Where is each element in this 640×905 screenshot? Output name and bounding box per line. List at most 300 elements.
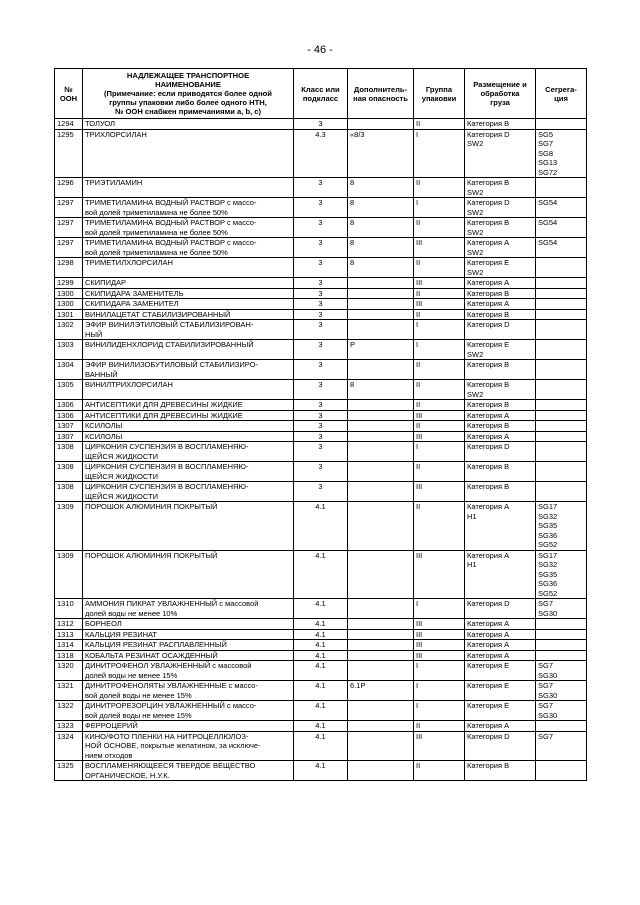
- stowage-line: Категория A: [467, 410, 510, 420]
- class-cell: 3: [294, 218, 348, 238]
- shipping-name-cell: [83, 650, 294, 661]
- un-number-cell: 1312: [55, 619, 83, 630]
- shipping-name-line: БОРНЕОЛ: [85, 619, 122, 628]
- stowage-line: Категория A: [467, 629, 510, 639]
- table-row: [55, 238, 587, 258]
- segregation-cell: [536, 640, 587, 651]
- class-cell: 4.1: [294, 619, 348, 630]
- shipping-name-cell: [83, 178, 294, 198]
- subsidiary-risk-cell: [348, 502, 414, 551]
- segregation-cell: [536, 431, 587, 442]
- packing-group-cell: III: [414, 731, 465, 761]
- shipping-name-line: ЭФИР ВИНИЛЭТИЛОВЫЙ СТАБИЛИЗИРОВАН-: [85, 320, 254, 329]
- header-line: (Примечание: если приводятся более одной: [104, 89, 272, 98]
- segregation-code: SG54: [538, 218, 558, 227]
- stowage-line: Категория D: [467, 198, 510, 207]
- un-number-cell: 1297: [55, 198, 83, 218]
- table-row: [55, 309, 587, 320]
- class-cell: 3: [294, 288, 348, 299]
- segregation-code: SG7: [538, 681, 554, 690]
- shipping-name-line: КИНО/ФОТО ПЛЕНКИ НА НИТРОЦЕЛЛЮЛОЗ-: [85, 731, 249, 741]
- packing-group-cell: I: [414, 442, 465, 462]
- un-number-cell: 1302: [55, 320, 83, 340]
- segregation-cell: [536, 619, 587, 630]
- table-row: [55, 278, 587, 289]
- stowage-line: Категория B: [467, 380, 510, 389]
- shipping-name-cell: [83, 309, 294, 320]
- table-row: [55, 482, 587, 502]
- shipping-name-line: ВИНИЛАЦЕТАТ СТАБИЛИЗИРОВАННЫЙ: [85, 309, 231, 319]
- page-number: - 46 -: [307, 44, 333, 56]
- un-number-cell: 1323: [55, 721, 83, 732]
- segregation-cell: [536, 198, 587, 218]
- table-row: [55, 380, 587, 400]
- stowage-cell: [465, 320, 536, 340]
- shipping-name-line: АНТИСЕПТИКИ ДЛЯ ДРЕВЕСИНЫ ЖИДКИЕ: [85, 410, 243, 420]
- packing-group-cell: II: [414, 462, 465, 482]
- un-number-cell: 1300: [55, 299, 83, 310]
- subsidiary-risk-cell: [348, 442, 414, 462]
- subsidiary-risk-cell: 8: [348, 178, 414, 198]
- subsidiary-risk-cell: 8: [348, 258, 414, 278]
- table-row: [55, 442, 587, 462]
- packing-group-cell: I: [414, 198, 465, 218]
- shipping-name-line: ФЕРРОЦЕРИЙ: [85, 721, 138, 730]
- shipping-name-line: АНТИСЕПТИКИ ДЛЯ ДРЕВЕСИНЫ ЖИДКИЕ: [85, 400, 243, 409]
- packing-group-cell: III: [414, 482, 465, 502]
- table-row: [55, 721, 587, 732]
- segregation-code: SG13: [538, 158, 558, 167]
- shipping-name-line: ВИНИЛТРИХЛОРСИЛАН: [85, 380, 173, 389]
- class-cell: 3: [294, 400, 348, 411]
- un-number-cell: 1309: [55, 550, 83, 599]
- packing-group-cell: I: [414, 681, 465, 701]
- stowage-line: Категория E: [467, 258, 510, 267]
- subsidiary-risk-cell: [348, 701, 414, 721]
- stowage-line: Категория A: [467, 650, 510, 660]
- class-cell: 3: [294, 278, 348, 289]
- segregation-code: SG17: [538, 502, 558, 511]
- stowage-cell: [465, 360, 536, 380]
- packing-group-cell: II: [414, 119, 465, 130]
- segregation-cell: [536, 119, 587, 130]
- class-cell: 3: [294, 198, 348, 218]
- shipping-name-line: ТОЛУОЛ: [85, 119, 116, 128]
- table-row: [55, 129, 587, 178]
- segregation-code: SG7: [538, 661, 554, 670]
- un-number-cell: 1307: [55, 431, 83, 442]
- shipping-name-cell: [83, 258, 294, 278]
- un-number-cell: 1306: [55, 400, 83, 411]
- class-cell: 3: [294, 340, 348, 360]
- subsidiary-risk-cell: [348, 731, 414, 761]
- stowage-line: Категория D: [467, 320, 510, 329]
- stowage-line: Категория B: [467, 761, 510, 770]
- table-row: [55, 731, 587, 761]
- shipping-name-line: ЦИРКОНИЯ СУСПЕНЗИЯ В ВОСПЛАМЕНЯЮ-: [85, 442, 249, 451]
- class-cell: 3: [294, 380, 348, 400]
- stowage-line: Категория E: [467, 340, 510, 349]
- class-cell: 3: [294, 431, 348, 442]
- subsidiary-risk-cell: [348, 629, 414, 640]
- table-body: [55, 119, 587, 781]
- un-number-cell: 1306: [55, 410, 83, 421]
- table-row: [55, 421, 587, 432]
- packing-group-cell: I: [414, 320, 465, 340]
- header-class: [294, 69, 348, 119]
- table-row: [55, 198, 587, 218]
- subsidiary-risk-cell: [348, 278, 414, 289]
- stowage-line: SW2: [467, 187, 484, 197]
- shipping-name-line: долей воды не менее 10%: [85, 608, 178, 618]
- class-cell: 3: [294, 119, 348, 130]
- packing-group-cell: III: [414, 640, 465, 651]
- shipping-name-line: ВИНИЛИДЕНХЛОРИД СТАБИЛИЗИРОВАННЫЙ: [85, 340, 254, 349]
- packing-group-cell: II: [414, 178, 465, 198]
- shipping-name-line: долей воды не менее 15%: [85, 670, 178, 680]
- segregation-code: SG30: [538, 690, 558, 700]
- un-number-cell: 1297: [55, 238, 83, 258]
- header-line: груза: [490, 98, 510, 107]
- segregation-cell: [536, 629, 587, 640]
- header-line: Группа: [425, 84, 453, 94]
- subsidiary-risk-cell: [348, 661, 414, 681]
- header-line: ция: [554, 93, 568, 103]
- un-number-cell: 1310: [55, 599, 83, 619]
- stowage-cell: [465, 482, 536, 502]
- un-number-cell: 1303: [55, 340, 83, 360]
- class-cell: 4.3: [294, 129, 348, 178]
- shipping-name-cell: [83, 288, 294, 299]
- class-cell: 3: [294, 299, 348, 310]
- packing-group-cell: II: [414, 309, 465, 320]
- shipping-name-cell: [83, 442, 294, 462]
- un-number-cell: 1296: [55, 178, 83, 198]
- shipping-name-line: вой долей триметиламина не более 50%: [85, 247, 228, 257]
- stowage-cell: [465, 238, 536, 258]
- stowage-line: Категория A: [467, 550, 510, 560]
- segregation-cell: [536, 340, 587, 360]
- stowage-line: Категория A: [467, 721, 510, 730]
- shipping-name-line: ЩЕЙСЯ ЖИДКОСТИ: [85, 451, 158, 461]
- un-number-cell: 1322: [55, 701, 83, 721]
- stowage-line: Категория D: [467, 442, 510, 451]
- shipping-name-cell: [83, 198, 294, 218]
- stowage-cell: [465, 410, 536, 421]
- segregation-code: SG35: [538, 569, 558, 579]
- shipping-name-cell: [83, 599, 294, 619]
- shipping-name-line: ДИНИТРОРЕЗОРЦИН УВЛАЖНЕННЫЙ с массо-: [85, 701, 257, 710]
- segregation-cell: [536, 410, 587, 421]
- header-line: подкласс: [302, 93, 339, 103]
- class-cell: 3: [294, 238, 348, 258]
- header-un-no: [55, 69, 83, 119]
- segregation-cell: [536, 278, 587, 289]
- table-row: [55, 320, 587, 340]
- class-cell: 4.1: [294, 502, 348, 551]
- stowage-cell: [465, 178, 536, 198]
- segregation-cell: [536, 550, 587, 599]
- shipping-name-line: ТРИМЕТИЛАМИНА ВОДНЫЙ РАСТВОР с массо-: [85, 218, 257, 227]
- subsidiary-risk-cell: 6.1P: [348, 681, 414, 701]
- table-row: [55, 299, 587, 310]
- shipping-name-line: вой долей триметиламина не более 50%: [85, 227, 228, 237]
- stowage-line: Категория A: [467, 431, 510, 441]
- stowage-cell: [465, 299, 536, 310]
- table-row: [55, 400, 587, 411]
- un-number-cell: 1294: [55, 119, 83, 130]
- packing-group-cell: III: [414, 278, 465, 289]
- stowage-cell: [465, 599, 536, 619]
- dangerous-goods-table: [54, 68, 587, 781]
- header-line: № ООН снабжен примечаниями a, b, c): [114, 107, 262, 116]
- packing-group-cell: II: [414, 421, 465, 432]
- packing-group-cell: III: [414, 629, 465, 640]
- segregation-cell: [536, 681, 587, 701]
- segregation-cell: [536, 442, 587, 462]
- stowage-line: Категория B: [467, 119, 510, 128]
- stowage-line: Категория A: [467, 238, 510, 247]
- segregation-cell: [536, 731, 587, 761]
- table-row: [55, 360, 587, 380]
- packing-group-cell: I: [414, 340, 465, 360]
- segregation-cell: [536, 299, 587, 310]
- un-number-cell: 1314: [55, 640, 83, 651]
- stowage-line: Категория B: [467, 218, 510, 227]
- class-cell: 4.1: [294, 701, 348, 721]
- packing-group-cell: III: [414, 619, 465, 630]
- shipping-name-cell: [83, 619, 294, 630]
- stowage-cell: [465, 400, 536, 411]
- subsidiary-risk-cell: P: [348, 340, 414, 360]
- shipping-name-cell: [83, 421, 294, 432]
- class-cell: 4.1: [294, 599, 348, 619]
- segregation-code: SG7: [538, 701, 554, 710]
- shipping-name-cell: [83, 340, 294, 360]
- packing-group-cell: I: [414, 129, 465, 178]
- header-line: обработка: [480, 89, 520, 98]
- un-number-cell: 1321: [55, 681, 83, 701]
- stowage-line: Категория B: [467, 462, 510, 471]
- stowage-line: Категория B: [467, 309, 510, 319]
- class-cell: 3: [294, 320, 348, 340]
- packing-group-cell: III: [414, 238, 465, 258]
- stowage-cell: [465, 550, 536, 599]
- stowage-line: SW2: [467, 207, 484, 217]
- shipping-name-line: ТРИЭТИЛАМИН: [85, 178, 143, 187]
- class-cell: 3: [294, 462, 348, 482]
- packing-group-cell: III: [414, 431, 465, 442]
- segregation-cell: [536, 129, 587, 178]
- stowage-line: Категория A: [467, 502, 510, 511]
- segregation-cell: [536, 238, 587, 258]
- stowage-line: Категория B: [467, 421, 510, 430]
- segregation-cell: [536, 421, 587, 432]
- subsidiary-risk-cell: [348, 360, 414, 380]
- header-line: Класс или: [301, 84, 340, 94]
- segregation-code: SG52: [538, 588, 558, 598]
- class-cell: 3: [294, 421, 348, 432]
- subsidiary-risk-cell: [348, 761, 414, 781]
- packing-group-cell: II: [414, 721, 465, 732]
- segregation-code: SG35: [538, 521, 558, 530]
- table-row: [55, 178, 587, 198]
- segregation-code: SG8: [538, 148, 554, 158]
- shipping-name-line: НЫЙ: [85, 329, 103, 339]
- un-number-cell: 1307: [55, 421, 83, 432]
- stowage-line: Категория B: [467, 482, 510, 491]
- packing-group-cell: III: [414, 410, 465, 421]
- subsidiary-risk-cell: 8: [348, 198, 414, 218]
- subsidiary-risk-cell: [348, 410, 414, 421]
- header-line: группы упаковки либо более одного НТН,: [109, 98, 267, 107]
- class-cell: 4.1: [294, 761, 348, 781]
- un-number-cell: 1308: [55, 482, 83, 502]
- shipping-name-cell: [83, 431, 294, 442]
- header-packing-group: [414, 69, 465, 119]
- table-row: [55, 599, 587, 619]
- class-cell: 4.1: [294, 661, 348, 681]
- shipping-name-cell: [83, 320, 294, 340]
- shipping-name-cell: [83, 681, 294, 701]
- shipping-name-cell: [83, 629, 294, 640]
- segregation-cell: [536, 701, 587, 721]
- segregation-cell: [536, 288, 587, 299]
- table-row: [55, 288, 587, 299]
- class-cell: 4.1: [294, 550, 348, 599]
- table-row: [55, 661, 587, 681]
- shipping-name-cell: [83, 661, 294, 681]
- stowage-line: Категория B: [467, 288, 510, 298]
- table-row: [55, 410, 587, 421]
- stowage-cell: [465, 731, 536, 761]
- class-cell: 4.1: [294, 650, 348, 661]
- un-number-cell: 1305: [55, 380, 83, 400]
- class-cell: 4.1: [294, 721, 348, 732]
- table-row: [55, 218, 587, 238]
- header-line: Сегрега-: [545, 84, 577, 94]
- stowage-cell: [465, 258, 536, 278]
- segregation-cell: [536, 320, 587, 340]
- table-row: [55, 258, 587, 278]
- table-row: [55, 462, 587, 482]
- shipping-name-cell: [83, 238, 294, 258]
- class-cell: 3: [294, 410, 348, 421]
- shipping-name-cell: [83, 380, 294, 400]
- stowage-line: Категория B: [467, 360, 510, 369]
- header-name: [83, 69, 294, 119]
- packing-group-cell: II: [414, 380, 465, 400]
- stowage-cell: [465, 619, 536, 630]
- stowage-cell: [465, 288, 536, 299]
- shipping-name-cell: [83, 410, 294, 421]
- class-cell: 4.1: [294, 640, 348, 651]
- table-row: [55, 629, 587, 640]
- stowage-line: Категория D: [467, 599, 510, 608]
- stowage-line: Категория A: [467, 278, 510, 287]
- shipping-name-cell: [83, 701, 294, 721]
- stowage-cell: [465, 701, 536, 721]
- segregation-cell: [536, 482, 587, 502]
- class-cell: 3: [294, 309, 348, 320]
- table-row: [55, 650, 587, 661]
- header-line: Размещение и: [473, 80, 527, 89]
- subsidiary-risk-cell: [348, 650, 414, 661]
- shipping-name-line: ЦИРКОНИЯ СУСПЕНЗИЯ В ВОСПЛАМЕНЯЮ-: [85, 482, 249, 491]
- segregation-cell: [536, 761, 587, 781]
- header-line: упаковки: [421, 93, 457, 103]
- packing-group-cell: III: [414, 650, 465, 661]
- stowage-line: H1: [467, 511, 477, 521]
- class-cell: 3: [294, 482, 348, 502]
- header-line: №: [64, 84, 73, 94]
- stowage-cell: [465, 309, 536, 320]
- shipping-name-line: вой долей воды не менее 15%: [85, 690, 192, 700]
- table-row: [55, 681, 587, 701]
- table-row: [55, 761, 587, 781]
- stowage-cell: [465, 640, 536, 651]
- shipping-name-cell: [83, 400, 294, 411]
- packing-group-cell: III: [414, 299, 465, 310]
- stowage-line: Категория B: [467, 400, 510, 409]
- stowage-cell: [465, 198, 536, 218]
- class-cell: 3: [294, 360, 348, 380]
- shipping-name-cell: [83, 550, 294, 599]
- segregation-code: SG17: [538, 550, 558, 560]
- un-number-cell: 1309: [55, 502, 83, 551]
- stowage-line: Категория D: [467, 731, 510, 741]
- subsidiary-risk-cell: [348, 119, 414, 130]
- header-line: Дополнитель-: [353, 84, 408, 94]
- shipping-name-line: вой долей триметиламина не более 50%: [85, 207, 228, 217]
- shipping-name-cell: [83, 502, 294, 551]
- un-number-cell: 1298: [55, 258, 83, 278]
- shipping-name-cell: [83, 299, 294, 310]
- un-number-cell: 1299: [55, 278, 83, 289]
- shipping-name-line: КОБАЛЬТА РЕЗИНАТ ОСАЖДЕННЫЙ: [85, 650, 218, 660]
- stowage-line: SW2: [467, 247, 484, 257]
- shipping-name-line: ВАННЫЙ: [85, 369, 118, 379]
- segregation-code: SG5: [538, 129, 554, 139]
- subsidiary-risk-cell: [348, 299, 414, 310]
- segregation-cell: [536, 400, 587, 411]
- header-line: НАИМЕНОВАНИЕ: [155, 80, 221, 89]
- shipping-name-line: ОРГАНИЧЕСКОЕ, Н.У.К.: [85, 770, 170, 780]
- subsidiary-risk-cell: [348, 619, 414, 630]
- segregation-code: SG32: [538, 560, 558, 569]
- shipping-name-line: ПОРОШОК АЛЮМИНИЯ ПОКРЫТЫЙ: [85, 550, 218, 560]
- shipping-name-cell: [83, 721, 294, 732]
- packing-group-cell: I: [414, 661, 465, 681]
- stowage-cell: [465, 761, 536, 781]
- packing-group-cell: II: [414, 258, 465, 278]
- shipping-name-line: ТРИХЛОРСИЛАН: [85, 129, 147, 139]
- class-cell: 4.1: [294, 731, 348, 761]
- table-row: [55, 619, 587, 630]
- stowage-line: Категория B: [467, 178, 510, 187]
- segregation-code: SG36: [538, 530, 558, 540]
- packing-group-cell: II: [414, 218, 465, 238]
- segregation-cell: [536, 380, 587, 400]
- segregation-cell: [536, 721, 587, 732]
- packing-group-cell: II: [414, 502, 465, 551]
- class-cell: 4.1: [294, 629, 348, 640]
- segregation-cell: [536, 661, 587, 681]
- stowage-line: Категория E: [467, 661, 510, 670]
- subsidiary-risk-cell: [348, 550, 414, 599]
- segregation-code: SG54: [538, 198, 558, 207]
- header-line: НАДЛЕЖАЩЕЕ ТРАНСПОРТНОЕ: [126, 71, 250, 80]
